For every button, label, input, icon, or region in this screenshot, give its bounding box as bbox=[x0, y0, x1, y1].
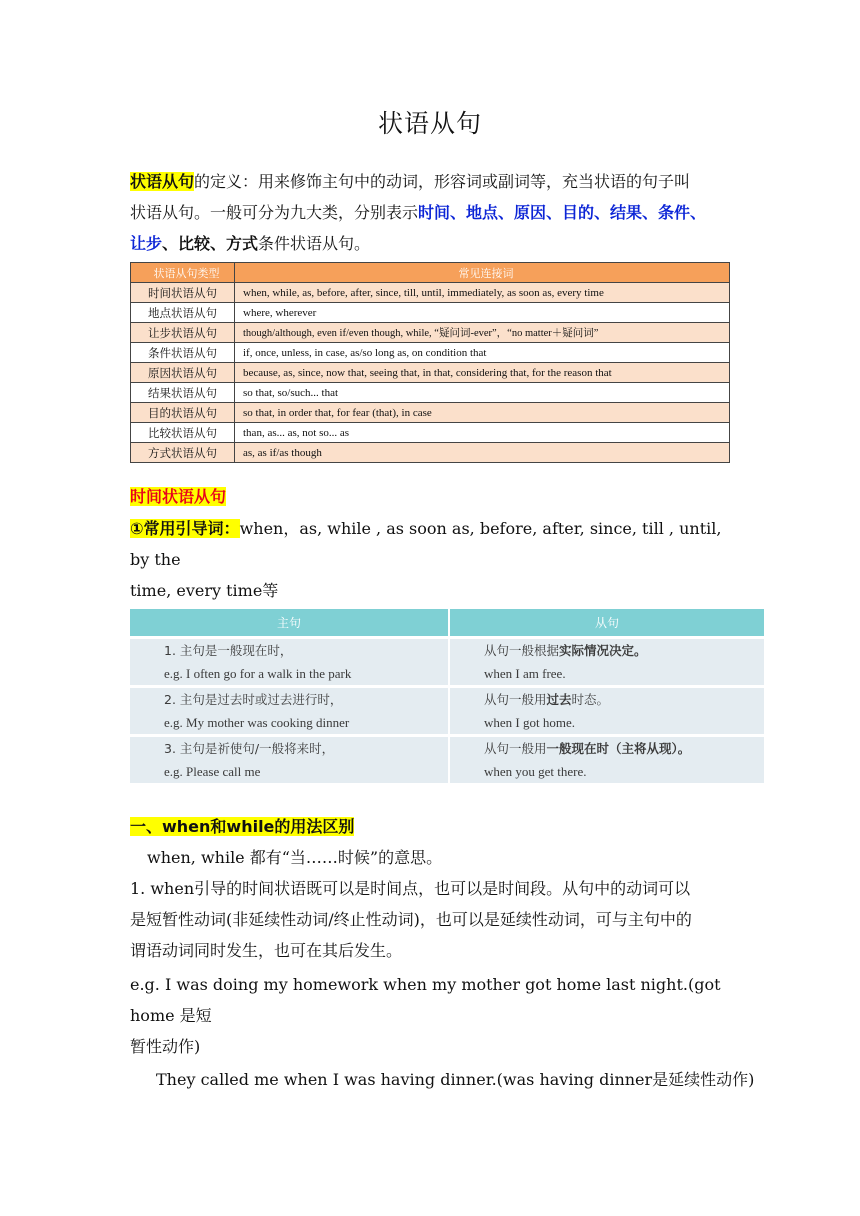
table-row: 2. 主句是过去时或过去进行时， e.g. My mother was cooking dinner 从句一般用过去时态。 when I got home. bbox=[130, 687, 764, 736]
clause-table-header bbox=[131, 263, 730, 283]
table-row: 1. 主句是一般现在时， e.g. I often go for a walk in the park 从句一般根据实际情况决定。 when I am free. bbox=[130, 638, 764, 687]
table-row: 方式状语从句 as, as if/as though bbox=[131, 443, 730, 463]
table-row: 原因状语从句 because, as, since, now that, seeing that, in that, considering that, for the reason that bbox=[131, 363, 730, 383]
example-1-line-1: e.g. I was doing my homework when my mother got home last night.(got home 是短 bbox=[130, 975, 721, 1025]
header-sub-clause: 从句 bbox=[449, 609, 764, 638]
intro-term: 状语从句 bbox=[130, 172, 195, 191]
when-while-section bbox=[130, 811, 755, 1095]
intro-line-3: 让步、比较、方式条件状语从句。 bbox=[130, 234, 371, 253]
table-row: 时间状语从句 when, while, as, before, after, since, till, until, immediately, as soon as, every time bbox=[131, 283, 730, 303]
page-title: 状语从句 bbox=[377, 109, 482, 138]
clause-type-table bbox=[130, 262, 730, 463]
example-1-line-2: 暂性动作) bbox=[130, 1037, 201, 1056]
table-row: 3. 主句是祈使句/一般将来时， e.g. Please call me 从句一般用一般现在时（主将从现）。 when you get there. bbox=[130, 736, 764, 784]
section-one-heading: 一、when和while的用法区别 bbox=[130, 817, 355, 836]
section-one-intro: when, while 都有“当……时候”的意思。 bbox=[147, 848, 443, 867]
table-row: 目的状语从句 so that, in order that, for fear (that), in case bbox=[131, 403, 730, 423]
tense-table bbox=[130, 609, 764, 783]
time-clause-heading: 时间状语从句 bbox=[130, 487, 227, 506]
header-connectives: 常见连接词 bbox=[235, 263, 730, 283]
table-row: 让步状语从句 though/although, even if/even though, while, “疑问词-ever”，“no matter＋疑问词” bbox=[131, 323, 730, 343]
table-row: 比较状语从句 than, as... as, not so... as bbox=[131, 423, 730, 443]
point-1-line-2: 是短暂性动词(非延续性动词/终止性动词)，也可以是延续性动词，可与主句中的 bbox=[130, 910, 692, 929]
point-1-line-1: 1. when引导的时间状语既可以是时间点，也可以是时间段。从句中的动词可以 bbox=[130, 879, 691, 898]
intro-line-1: 状语从句的定义：用来修饰主句中的动词，形容词或副词等，充当状语的句子叫 bbox=[130, 172, 691, 191]
point-1-line-3: 谓语动词同时发生，也可在其后发生。 bbox=[130, 941, 403, 960]
time-item-1: ①常用引导词：when，as, while , as soon as, before, after, since, till , until, by the bbox=[130, 519, 722, 569]
table-row: 地点状语从句 where, wherever bbox=[131, 303, 730, 323]
intro-paragraph bbox=[130, 166, 742, 259]
header-type: 状语从句类型 bbox=[131, 263, 235, 283]
header-main-clause: 主句 bbox=[130, 609, 449, 638]
time-item-1-cont: time, every time等 bbox=[130, 581, 279, 600]
example-2: They called me when I was having dinner.(was having dinner是延续性动作) bbox=[156, 1070, 755, 1089]
intro-line-2: 状语从句。一般可分为九大类，分别表示时间、地点、原因、目的、结果、条件、 bbox=[130, 203, 707, 222]
table-row: 条件状语从句 if, once, unless, in case, as/so long as, on condition that bbox=[131, 343, 730, 363]
table-row: 结果状语从句 so that, so/such... that bbox=[131, 383, 730, 403]
